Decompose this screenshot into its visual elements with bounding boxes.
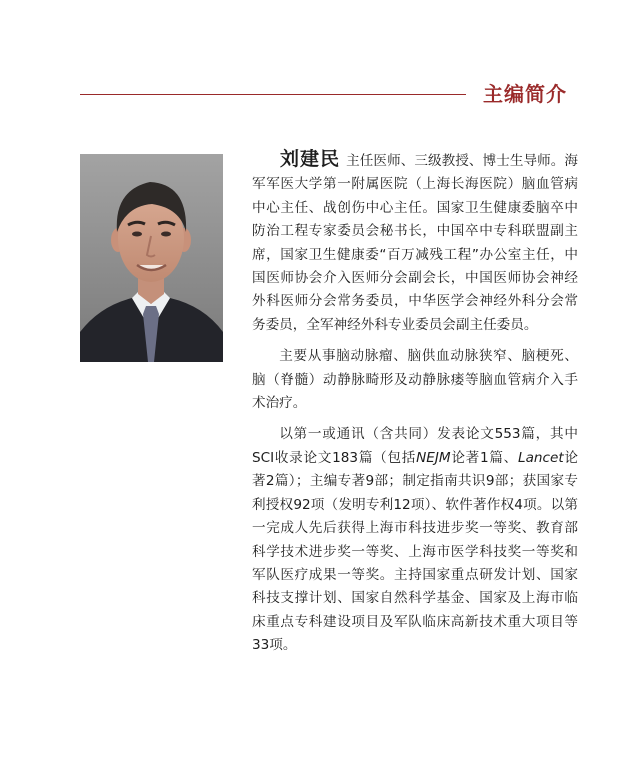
author-portrait [80, 154, 223, 362]
achievements-text-2: 论著1篇、 [450, 449, 518, 466]
bio-specialty: 主要从事脑动脉瘤、脑供血动脉狭窄、脑梗死、脑（脊髓）动静脉畸形及动静脉瘘等脑血管病介入手术治疗。 [252, 348, 578, 412]
author-name: 刘建民 [280, 148, 341, 170]
author-positions: 海军军医大学第一附属医院（上海长海医院）脑血管病中心主任、战创伤中心主任。国家卫生健康委脑卒中防治工程专家委员会秘书长，中国卒中专科联盟副主席，国家卫生健康委“百万减残工程”办公室主任，中国医师协会介入医师分会副会长，中国医师协会神经外科医师分会常务委员，中华医学会神经外科分会常务委员，全军神经外科专业委员会副主任委员。 [252, 153, 578, 333]
portrait-image [80, 154, 223, 362]
author-bio [252, 148, 578, 666]
header-rule [80, 94, 466, 95]
bio-achievements [252, 423, 578, 657]
journal-nejm: NEJM [416, 449, 451, 466]
achievements-text-1: 以第一或通讯（含共同）发表论文553篇，其中SCI收录论文183篇（包括 [252, 426, 578, 466]
author-titles: 主任医师、三级教授、博士生导师。 [346, 153, 565, 169]
journal-lancet: Lancet [518, 449, 564, 466]
bio-intro [252, 148, 578, 337]
page-title: 主编简介 [483, 82, 567, 106]
achievements-text-3: 论著2篇）；主编专著9部；制定指南共识9部；获国家专利授权92项（发明专利12项）、软件著作权4项。以第一完成人先后获得上海市科技进步奖一等奖、教育部科学技术进步奖一等奖、上海市医学科技奖一等奖和军队医疗成果一等奖。主持国家重点研发计划、国家科技支撑计划、国家自然科学基金、国家及上海市临床重点专科建设项目及军队临床高新技术重大项目等33项。 [252, 449, 579, 654]
